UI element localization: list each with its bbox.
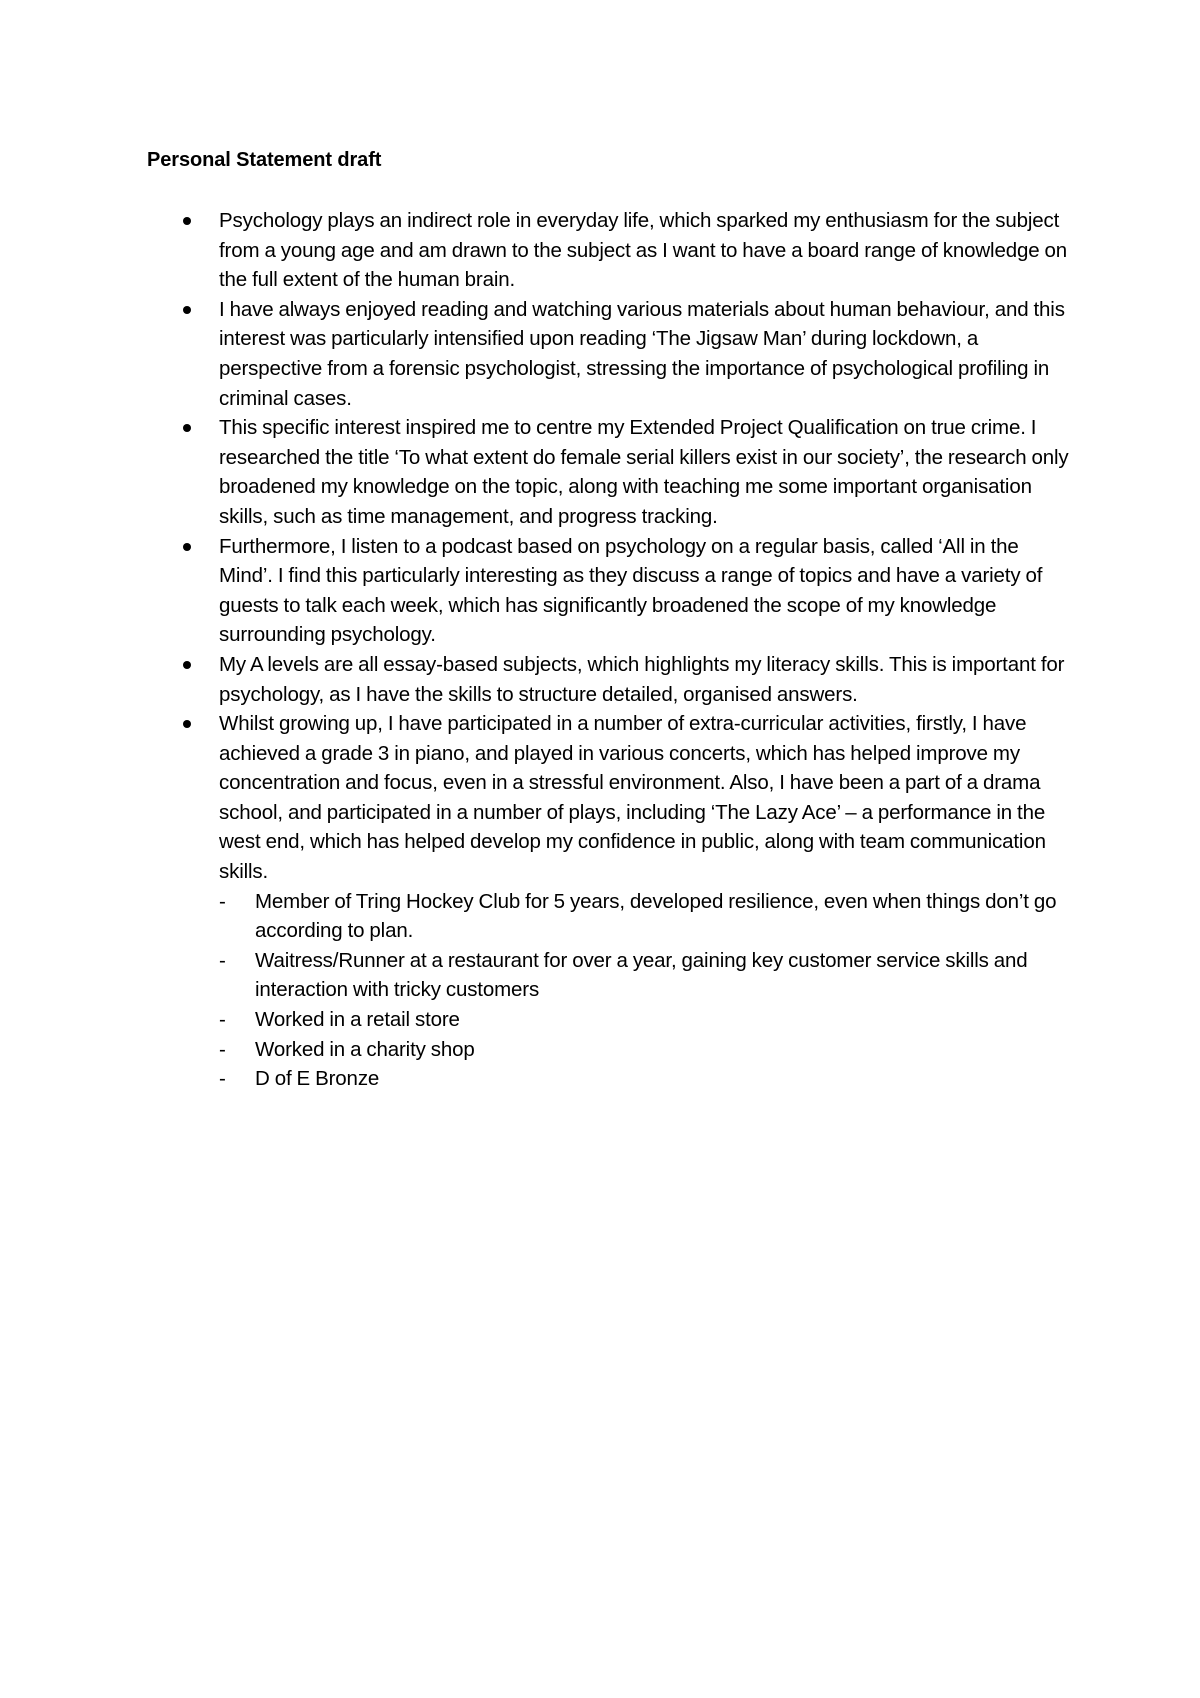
document-title: Personal Statement draft xyxy=(147,149,382,171)
bullet-text: Psychology plays an indirect role in everyday life, which sparked my enthusiasm for the subject from a young age and am drawn to the subject as I want to have a board range of knowledge on the full extent of the human brain. xyxy=(219,209,1068,292)
bullet-list xyxy=(147,206,1077,1094)
bullet-item xyxy=(147,650,1077,709)
bullet-point-icon xyxy=(183,306,191,314)
sub-item-list xyxy=(219,887,1077,1094)
bullet-point-icon xyxy=(183,661,191,669)
dash-marker: - xyxy=(219,1067,226,1091)
bullet-text: Whilst growing up, I have participated in a number of extra-curricular activities, firstly, I have achieved a grade 3 in piano, and played in various concerts, which has helped improve my concentration and focus, even in a stressful environment. Also, I have been a part of a drama school, and participated in a number of plays, including ‘The Lazy Ace’ – a performance in the west end, which has helped develop my confidence in public, along with team communication skills. xyxy=(219,712,1046,884)
bullet-point-icon xyxy=(183,543,191,551)
bullet-item xyxy=(147,206,1077,295)
bullet-item xyxy=(147,532,1077,650)
sub-item-text: Worked in a charity shop xyxy=(255,1037,475,1061)
dash-marker: - xyxy=(219,1008,226,1032)
bullet-item xyxy=(147,709,1077,1094)
dash-marker: - xyxy=(219,889,226,913)
bullet-item xyxy=(147,413,1077,531)
sub-item-text: Worked in a retail store xyxy=(255,1008,460,1032)
dash-marker: - xyxy=(219,948,226,972)
dash-marker: - xyxy=(219,1037,226,1061)
bullet-point-icon xyxy=(183,424,191,432)
bullet-text: Furthermore, I listen to a podcast based on psychology on a regular basis, called ‘All in the Mind’. I find this particularly interesting as they discuss a range of topics and have a variety of guests to talk each week, which has significantly broadened the scope of my knowledge surrounding psychology. xyxy=(219,534,1043,647)
bullet-text: This specific interest inspired me to centre my Extended Project Qualification on true crime. I researched the title ‘To what extent do female serial killers exist in our society’, the research only broadened my knowledge on the topic, along with teaching me some important organisation skills, such as time management, and progress tracking. xyxy=(219,416,1069,528)
sub-item xyxy=(219,887,1077,946)
sub-item xyxy=(219,946,1077,1005)
bullet-text: My A levels are all essay-based subjects, which highlights my literacy skills. This is important for psychology, as I have the skills to structure detailed, organised answers. xyxy=(219,652,1065,706)
sub-item xyxy=(219,1064,1077,1094)
bullet-point-icon xyxy=(183,720,191,728)
sub-item-text: D of E Bronze xyxy=(255,1067,380,1091)
sub-item xyxy=(219,1035,1077,1065)
sub-item-text: Member of Tring Hockey Club for 5 years, developed resilience, even when things don’t go according to plan. xyxy=(255,889,1057,943)
sub-item-text: Waitress/Runner at a restaurant for over a year, gaining key customer service skills and interaction with tricky customers xyxy=(255,948,1028,1002)
sub-item xyxy=(219,1005,1077,1035)
bullet-point-icon xyxy=(183,217,191,225)
bullet-item xyxy=(147,295,1077,413)
bullet-text: I have always enjoyed reading and watching various materials about human behaviour, and this interest was particularly intensified upon reading ‘The Jigsaw Man’ during lockdown, a perspective from a forensic psychologist, stressing the importance of psychological profiling in criminal cases. xyxy=(219,297,1065,410)
